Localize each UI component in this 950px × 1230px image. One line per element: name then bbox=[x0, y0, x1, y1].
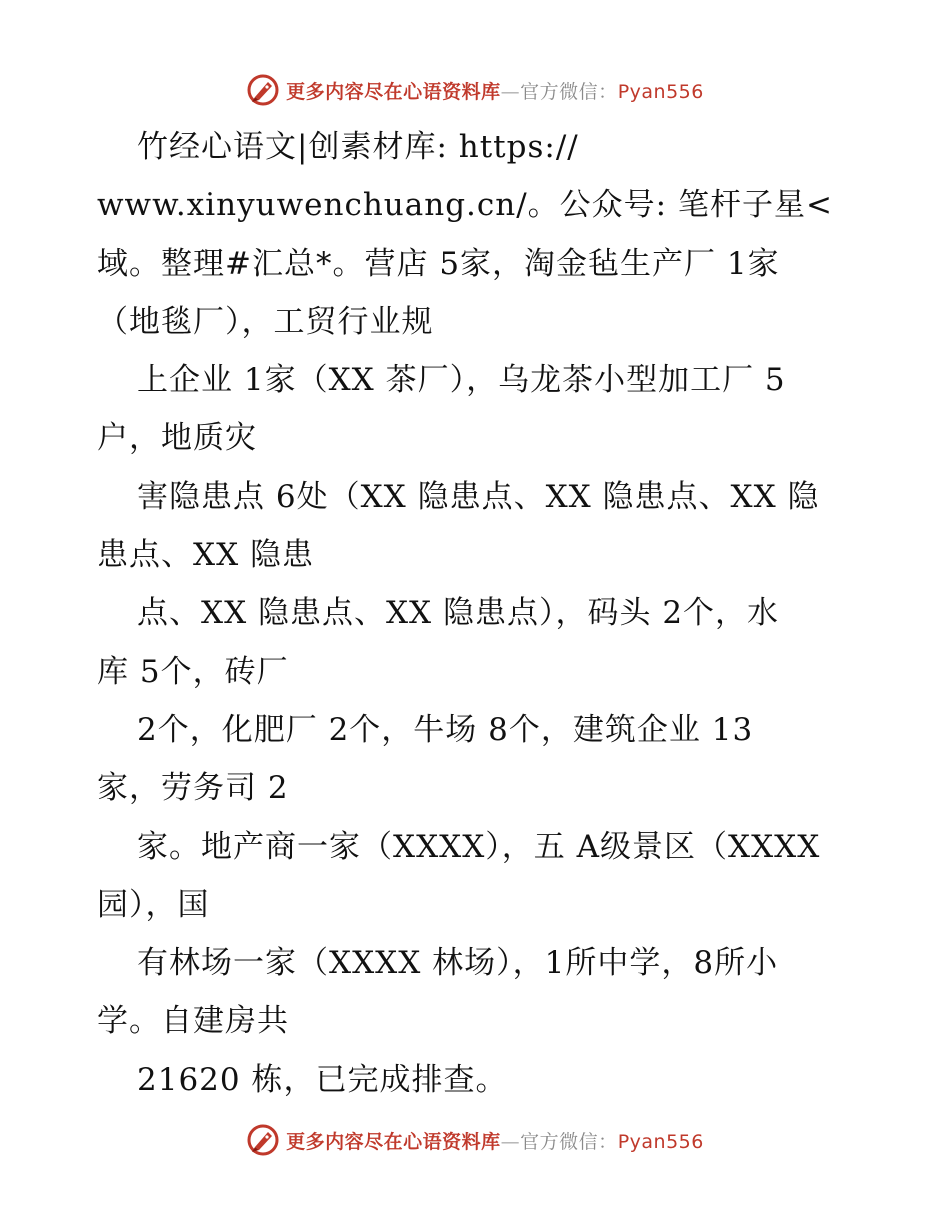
pen-nib-logo-icon bbox=[246, 1123, 280, 1157]
pen-nib-logo-icon bbox=[246, 73, 280, 107]
footer-separator: — bbox=[500, 1130, 521, 1153]
body-line: 域。整理#汇总*。营店 5家，淘金毡生产厂 1家 bbox=[97, 245, 780, 282]
body-line: 患点、XX 隐患 bbox=[97, 537, 314, 574]
header-separator: — bbox=[500, 80, 521, 103]
footer-wechat-id: Pyan556 bbox=[617, 1130, 704, 1153]
footer-banner bbox=[0, 1120, 950, 1160]
body-line: 上企业 1家（XX 茶厂），乌龙茶小型加工厂 5 bbox=[137, 362, 786, 399]
body-line: （地毯厂），工贸行业规 bbox=[97, 303, 434, 340]
body-line: 园），国 bbox=[97, 886, 210, 923]
body-line: 家。地产商一家（XXXX），五 A级景区（XXXX bbox=[137, 828, 821, 865]
footer-banner-text bbox=[286, 1127, 704, 1154]
header-wechat-id: Pyan556 bbox=[617, 80, 704, 103]
body-line: www.xinyuwenchuang.cn/。公众号: 笔杆子星< bbox=[97, 187, 833, 224]
header-wechat-label: 官方微信： bbox=[520, 80, 618, 103]
body-line: 害隐患点 6处（XX 隐患点、XX 隐患点、XX 隐 bbox=[137, 478, 820, 515]
footer-brand-text: 更多内容尽在心语资料库 bbox=[286, 1130, 501, 1153]
body-line: 点、XX 隐患点、XX 隐患点），码头 2个，水 bbox=[137, 595, 780, 632]
body-line: 21620 栋，已完成排查。 bbox=[137, 1061, 508, 1098]
body-line: 库 5个，砖厂 bbox=[97, 653, 289, 690]
body-line: 2个，化肥厂 2个，牛场 8个，建筑企业 13 bbox=[137, 711, 754, 748]
body-line: 户，地质灾 bbox=[97, 420, 257, 457]
body-line: 有林场一家（XXXX 林场），1所中学，8所小 bbox=[137, 945, 779, 982]
body-line: 学。自建房共 bbox=[97, 1003, 289, 1040]
header-brand-text: 更多内容尽在心语资料库 bbox=[286, 80, 501, 103]
body-line: 家，劳务司 2 bbox=[97, 770, 289, 807]
body-line: 竹经心语文|创素材库: https:// bbox=[137, 129, 579, 165]
document-body bbox=[97, 118, 857, 1109]
footer-wechat-label: 官方微信： bbox=[520, 1130, 618, 1153]
header-banner-text bbox=[286, 77, 704, 104]
header-banner bbox=[0, 70, 950, 110]
